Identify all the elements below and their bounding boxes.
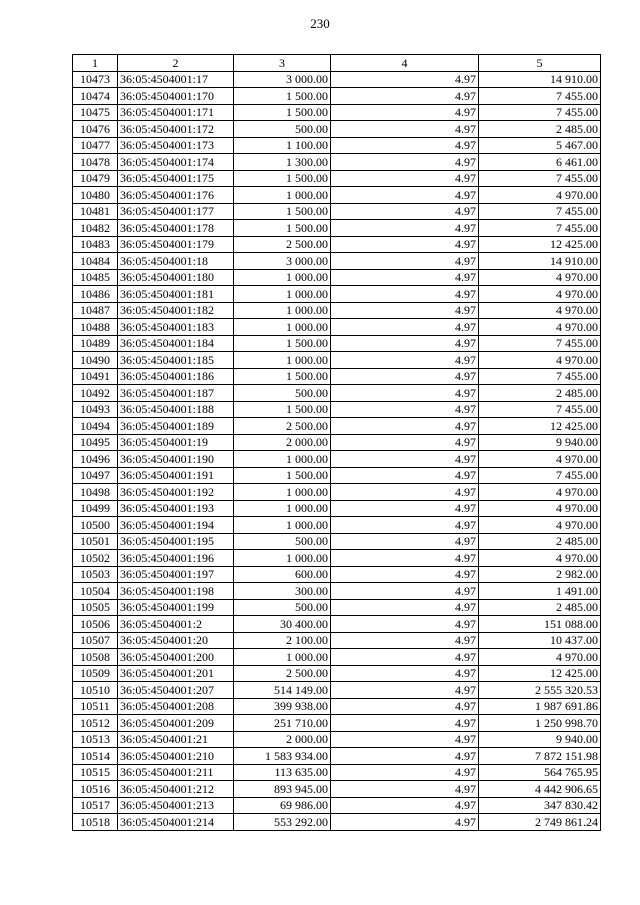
cadastral-number-cell: 36:05:4504001:183 [118,319,234,336]
cadastral-number-cell: 36:05:4504001:214 [118,814,234,831]
table-row [73,253,601,270]
area-cell: 69 986.00 [234,797,331,814]
rate-cell: 4.97 [331,484,479,501]
area-cell: 1 000.00 [234,484,331,501]
cadastral-number-cell: 36:05:4504001:180 [118,269,234,286]
row-number-cell: 10508 [73,649,118,666]
rate-cell: 4.97 [331,566,479,583]
row-number-cell: 10499 [73,500,118,517]
row-number-cell: 10473 [73,71,118,88]
table-row [73,533,601,550]
row-number-cell: 10504 [73,583,118,600]
cadastral-number-cell: 36:05:4504001:189 [118,418,234,435]
cadastral-number-cell: 36:05:4504001:186 [118,368,234,385]
rate-cell: 4.97 [331,104,479,121]
table-row [73,434,601,451]
value-cell: 4 970.00 [479,269,601,286]
rate-cell: 4.97 [331,500,479,517]
value-cell: 4 970.00 [479,517,601,534]
area-cell: 500.00 [234,385,331,402]
area-cell: 893 945.00 [234,781,331,798]
value-cell: 1 987 691.86 [479,698,601,715]
area-cell: 1 000.00 [234,286,331,303]
table-row [73,203,601,220]
cadastral-number-cell: 36:05:4504001:196 [118,550,234,567]
area-cell: 3 000.00 [234,71,331,88]
rate-cell: 4.97 [331,352,479,369]
value-cell: 2 485.00 [479,385,601,402]
row-number-cell: 10512 [73,715,118,732]
cadastral-number-cell: 36:05:4504001:193 [118,500,234,517]
cadastral-number-cell: 36:05:4504001:174 [118,154,234,171]
table-row [73,154,601,171]
area-cell: 2 000.00 [234,434,331,451]
table-row [73,187,601,204]
row-number-cell: 10478 [73,154,118,171]
row-number-cell: 10511 [73,698,118,715]
row-number-cell: 10517 [73,797,118,814]
area-cell: 553 292.00 [234,814,331,831]
rate-cell: 4.97 [331,583,479,600]
area-cell: 1 500.00 [234,220,331,237]
rate-cell: 4.97 [331,269,479,286]
table-row [73,764,601,781]
cadastral-number-cell: 36:05:4504001:191 [118,467,234,484]
row-number-cell: 10515 [73,764,118,781]
table-row [73,632,601,649]
value-cell: 6 461.00 [479,154,601,171]
rate-cell: 4.97 [331,302,479,319]
value-cell: 9 940.00 [479,731,601,748]
area-cell: 3 000.00 [234,253,331,270]
row-number-cell: 10486 [73,286,118,303]
value-cell: 2 485.00 [479,599,601,616]
area-cell: 300.00 [234,583,331,600]
area-cell: 1 000.00 [234,319,331,336]
table-row [73,104,601,121]
row-number-cell: 10501 [73,533,118,550]
table-row [73,781,601,798]
rate-cell: 4.97 [331,616,479,633]
column-header: 3 [234,55,331,72]
table-row [73,517,601,534]
rate-cell: 4.97 [331,203,479,220]
row-number-cell: 10493 [73,401,118,418]
cadastral-number-cell: 36:05:4504001:207 [118,682,234,699]
table-row [73,121,601,138]
table-row [73,583,601,600]
rate-cell: 4.97 [331,781,479,798]
area-cell: 1 000.00 [234,269,331,286]
cadastral-number-cell: 36:05:4504001:199 [118,599,234,616]
cadastral-number-cell: 36:05:4504001:176 [118,187,234,204]
rate-cell: 4.97 [331,451,479,468]
value-cell: 2 485.00 [479,533,601,550]
value-cell: 14 910.00 [479,253,601,270]
row-number-cell: 10489 [73,335,118,352]
table-row [73,649,601,666]
cadastral-number-cell: 36:05:4504001:184 [118,335,234,352]
table-row [73,484,601,501]
cadastral-number-cell: 36:05:4504001:187 [118,385,234,402]
rate-cell: 4.97 [331,731,479,748]
rate-cell: 4.97 [331,368,479,385]
table-row [73,797,601,814]
area-cell: 1 500.00 [234,170,331,187]
value-cell: 2 555 320.53 [479,682,601,699]
area-cell: 251 710.00 [234,715,331,732]
cadastral-number-cell: 36:05:4504001:188 [118,401,234,418]
area-cell: 1 000.00 [234,302,331,319]
rate-cell: 4.97 [331,533,479,550]
table-row [73,731,601,748]
area-cell: 600.00 [234,566,331,583]
rate-cell: 4.97 [331,154,479,171]
cadastral-number-cell: 36:05:4504001:185 [118,352,234,369]
rate-cell: 4.97 [331,418,479,435]
table-body [73,71,601,830]
value-cell: 4 970.00 [479,319,601,336]
value-cell: 12 425.00 [479,665,601,682]
value-cell: 7 872 151.98 [479,748,601,765]
table-row [73,682,601,699]
value-cell: 4 442 906.65 [479,781,601,798]
table-row [73,88,601,105]
row-number-cell: 10514 [73,748,118,765]
rate-cell: 4.97 [331,121,479,138]
table-row [73,814,601,831]
value-cell: 564 765.95 [479,764,601,781]
page-number: 230 [310,16,330,31]
row-number-cell: 10484 [73,253,118,270]
cadastral-number-cell: 36:05:4504001:173 [118,137,234,154]
area-cell: 1 000.00 [234,649,331,666]
row-number-cell: 10510 [73,682,118,699]
row-number-cell: 10497 [73,467,118,484]
value-cell: 4 970.00 [479,286,601,303]
area-cell: 30 400.00 [234,616,331,633]
value-cell: 4 970.00 [479,352,601,369]
cadastral-number-cell: 36:05:4504001:181 [118,286,234,303]
cadastral-number-cell: 36:05:4504001:190 [118,451,234,468]
value-cell: 347 830.42 [479,797,601,814]
area-cell: 1 300.00 [234,154,331,171]
cadastral-number-cell: 36:05:4504001:197 [118,566,234,583]
column-header: 2 [118,55,234,72]
cadastral-number-cell: 36:05:4504001:171 [118,104,234,121]
cadastral-number-cell: 36:05:4504001:192 [118,484,234,501]
table-row [73,550,601,567]
value-cell: 4 970.00 [479,451,601,468]
table-row [73,236,601,253]
row-number-cell: 10509 [73,665,118,682]
row-number-cell: 10490 [73,352,118,369]
table-row [73,170,601,187]
area-cell: 1 500.00 [234,104,331,121]
value-cell: 4 970.00 [479,649,601,666]
rate-cell: 4.97 [331,764,479,781]
value-cell: 12 425.00 [479,236,601,253]
row-number-cell: 10481 [73,203,118,220]
row-number-cell: 10507 [73,632,118,649]
area-cell: 1 000.00 [234,517,331,534]
table-row [73,302,601,319]
row-number-cell: 10480 [73,187,118,204]
value-cell: 7 455.00 [479,104,601,121]
rate-cell: 4.97 [331,814,479,831]
cadastral-number-cell: 36:05:4504001:200 [118,649,234,666]
rate-cell: 4.97 [331,220,479,237]
value-cell: 2 982.00 [479,566,601,583]
value-cell: 10 437.00 [479,632,601,649]
rate-cell: 4.97 [331,517,479,534]
area-cell: 500.00 [234,533,331,550]
cadastral-number-cell: 36:05:4504001:17 [118,71,234,88]
rate-cell: 4.97 [331,632,479,649]
area-cell: 1 583 934.00 [234,748,331,765]
rate-cell: 4.97 [331,253,479,270]
area-cell: 1 000.00 [234,187,331,204]
row-number-cell: 10479 [73,170,118,187]
rate-cell: 4.97 [331,715,479,732]
cadastral-number-cell: 36:05:4504001:182 [118,302,234,319]
row-number-cell: 10487 [73,302,118,319]
rate-cell: 4.97 [331,170,479,187]
cadastral-number-cell: 36:05:4504001:172 [118,121,234,138]
value-cell: 1 250 998.70 [479,715,601,732]
cadastral-number-cell: 36:05:4504001:2 [118,616,234,633]
table-row [73,319,601,336]
rate-cell: 4.97 [331,434,479,451]
column-header: 4 [331,55,479,72]
row-number-cell: 10518 [73,814,118,831]
table-row [73,698,601,715]
table-row [73,451,601,468]
rate-cell: 4.97 [331,682,479,699]
row-number-cell: 10494 [73,418,118,435]
column-header: 5 [479,55,601,72]
area-cell: 2 100.00 [234,632,331,649]
rate-cell: 4.97 [331,187,479,204]
area-cell: 1 500.00 [234,467,331,484]
cadastral-number-cell: 36:05:4504001:175 [118,170,234,187]
row-number-cell: 10475 [73,104,118,121]
row-number-cell: 10485 [73,269,118,286]
table-row [73,599,601,616]
area-cell: 1 500.00 [234,401,331,418]
value-cell: 7 455.00 [479,335,601,352]
row-number-cell: 10500 [73,517,118,534]
row-number-cell: 10491 [73,368,118,385]
area-cell: 514 149.00 [234,682,331,699]
rate-cell: 4.97 [331,467,479,484]
rate-cell: 4.97 [331,550,479,567]
rate-cell: 4.97 [331,698,479,715]
value-cell: 7 455.00 [479,368,601,385]
value-cell: 9 940.00 [479,434,601,451]
rate-cell: 4.97 [331,665,479,682]
cadastral-number-cell: 36:05:4504001:21 [118,731,234,748]
table-row [73,401,601,418]
area-cell: 1 000.00 [234,550,331,567]
row-number-cell: 10495 [73,434,118,451]
area-cell: 2 500.00 [234,236,331,253]
cadastral-number-cell: 36:05:4504001:177 [118,203,234,220]
rate-cell: 4.97 [331,797,479,814]
cadastral-number-cell: 36:05:4504001:18 [118,253,234,270]
value-cell: 7 455.00 [479,203,601,220]
rate-cell: 4.97 [331,71,479,88]
area-cell: 2 500.00 [234,665,331,682]
value-cell: 4 970.00 [479,484,601,501]
cadastral-number-cell: 36:05:4504001:178 [118,220,234,237]
rate-cell: 4.97 [331,599,479,616]
rate-cell: 4.97 [331,335,479,352]
table-row [73,566,601,583]
cadastral-number-cell: 36:05:4504001:212 [118,781,234,798]
table-row [73,269,601,286]
table-row [73,286,601,303]
table-row [73,616,601,633]
cadastral-number-cell: 36:05:4504001:213 [118,797,234,814]
table-row [73,748,601,765]
table-row [73,335,601,352]
value-cell: 12 425.00 [479,418,601,435]
rate-cell: 4.97 [331,236,479,253]
cadastral-number-cell: 36:05:4504001:170 [118,88,234,105]
value-cell: 7 455.00 [479,401,601,418]
area-cell: 399 938.00 [234,698,331,715]
row-number-cell: 10483 [73,236,118,253]
rate-cell: 4.97 [331,319,479,336]
row-number-cell: 10488 [73,319,118,336]
table-row [73,352,601,369]
rate-cell: 4.97 [331,137,479,154]
area-cell: 1 000.00 [234,451,331,468]
area-cell: 2 500.00 [234,418,331,435]
column-header: 1 [73,55,118,72]
cadastral-number-cell: 36:05:4504001:20 [118,632,234,649]
value-cell: 1 491.00 [479,583,601,600]
value-cell: 2 749 861.24 [479,814,601,831]
row-number-cell: 10476 [73,121,118,138]
cadastral-number-cell: 36:05:4504001:209 [118,715,234,732]
table-row [73,418,601,435]
row-number-cell: 10513 [73,731,118,748]
row-number-cell: 10477 [73,137,118,154]
rate-cell: 4.97 [331,286,479,303]
table-row [73,71,601,88]
cadastral-table [72,54,601,831]
area-cell: 2 000.00 [234,731,331,748]
cadastral-number-cell: 36:05:4504001:195 [118,533,234,550]
area-cell: 500.00 [234,599,331,616]
value-cell: 7 455.00 [479,88,601,105]
cadastral-number-cell: 36:05:4504001:208 [118,698,234,715]
cadastral-number-cell: 36:05:4504001:19 [118,434,234,451]
table-row [73,368,601,385]
value-cell: 4 970.00 [479,187,601,204]
area-cell: 1 500.00 [234,368,331,385]
row-number-cell: 10505 [73,599,118,616]
area-cell: 1 500.00 [234,203,331,220]
cadastral-number-cell: 36:05:4504001:198 [118,583,234,600]
cadastral-number-cell: 36:05:4504001:179 [118,236,234,253]
cadastral-number-cell: 36:05:4504001:194 [118,517,234,534]
value-cell: 4 970.00 [479,550,601,567]
row-number-cell: 10482 [73,220,118,237]
row-number-cell: 10502 [73,550,118,567]
area-cell: 1 000.00 [234,352,331,369]
table-row [73,385,601,402]
row-number-cell: 10492 [73,385,118,402]
value-cell: 4 970.00 [479,302,601,319]
table-row [73,715,601,732]
area-cell: 1 100.00 [234,137,331,154]
cadastral-number-cell: 36:05:4504001:211 [118,764,234,781]
value-cell: 151 088.00 [479,616,601,633]
area-cell: 500.00 [234,121,331,138]
table-row [73,220,601,237]
rate-cell: 4.97 [331,748,479,765]
table-row [73,137,601,154]
table-row [73,467,601,484]
value-cell: 2 485.00 [479,121,601,138]
cadastral-number-cell: 36:05:4504001:201 [118,665,234,682]
rate-cell: 4.97 [331,649,479,666]
rate-cell: 4.97 [331,88,479,105]
table-header-row [73,55,601,72]
row-number-cell: 10516 [73,781,118,798]
rate-cell: 4.97 [331,385,479,402]
cadastral-number-cell: 36:05:4504001:210 [118,748,234,765]
row-number-cell: 10498 [73,484,118,501]
value-cell: 5 467.00 [479,137,601,154]
area-cell: 1 500.00 [234,335,331,352]
table-row [73,665,601,682]
value-cell: 7 455.00 [479,467,601,484]
area-cell: 113 635.00 [234,764,331,781]
value-cell: 7 455.00 [479,220,601,237]
value-cell: 4 970.00 [479,500,601,517]
area-cell: 1 000.00 [234,500,331,517]
row-number-cell: 10474 [73,88,118,105]
value-cell: 7 455.00 [479,170,601,187]
row-number-cell: 10496 [73,451,118,468]
area-cell: 1 500.00 [234,88,331,105]
table-row [73,500,601,517]
rate-cell: 4.97 [331,401,479,418]
value-cell: 14 910.00 [479,71,601,88]
row-number-cell: 10506 [73,616,118,633]
row-number-cell: 10503 [73,566,118,583]
